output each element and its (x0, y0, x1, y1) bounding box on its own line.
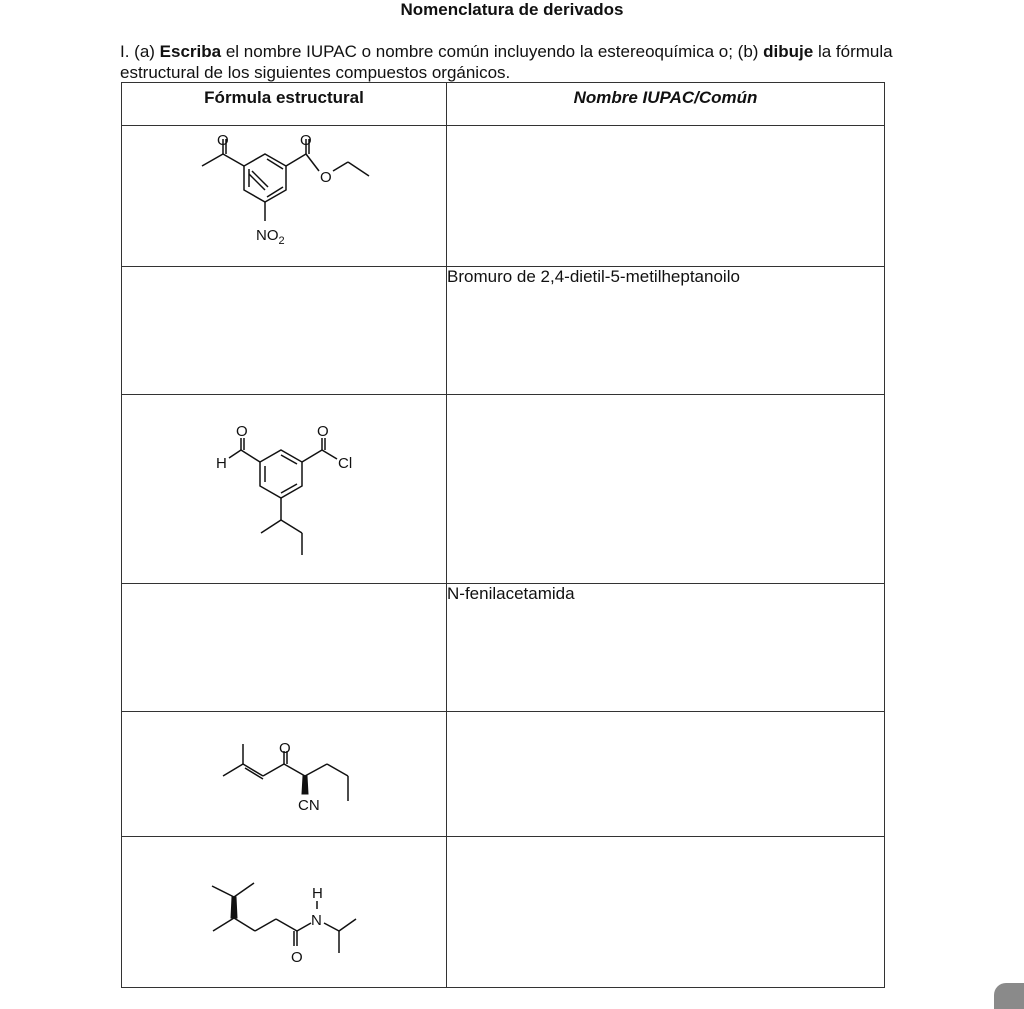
name-cell-2: Bromuro de 2,4-dietil-5-metilheptanoilo (447, 267, 885, 395)
hydrogen-label: H (216, 455, 227, 472)
table-row (122, 712, 885, 837)
name-cell-4: N-fenilacetamida (447, 584, 885, 712)
exercise-table (121, 82, 885, 988)
oxygen-label: O (317, 423, 329, 440)
oxygen-label: O (300, 132, 312, 149)
instruction-prefix: I. (a) (120, 42, 160, 61)
oxygen-label: O (320, 169, 332, 186)
page-title: Nomenclatura de derivados (400, 0, 624, 19)
instructions (120, 41, 920, 83)
nitrile-label: CN (298, 797, 320, 814)
instruction-bold-write: Escriba (159, 42, 222, 61)
oxygen-label: O (279, 740, 291, 757)
oxygen-label: O (217, 132, 229, 149)
oxygen-label: O (236, 423, 248, 440)
name-cell-6 (447, 837, 885, 988)
structure-cell-2 (122, 267, 447, 395)
table-row (122, 837, 885, 988)
table-row (122, 395, 885, 584)
name-cell-1 (447, 126, 885, 267)
structure-cell-3 (122, 395, 447, 584)
page-corner-tab[interactable] (994, 983, 1024, 1009)
structure-cell-6 (122, 837, 447, 988)
molecule-1-nitro-ester (122, 126, 447, 266)
instruction-suffix: la fórmula estructural de los siguientes compuestos orgánicos. (120, 42, 893, 82)
molecule-5-nitrile-enone (122, 712, 447, 836)
instruction-mid: el nombre IUPAC o nombre común incluyendo la estereoquímica o; (b) (221, 42, 764, 61)
nitro-label: $NO_2$ (256, 227, 285, 247)
instruction-bold-draw: dibuje (763, 42, 814, 61)
table-row (122, 126, 885, 267)
structure-cell-5 (122, 712, 447, 837)
molecule-6-amide (122, 837, 447, 987)
name-cell-3 (447, 395, 885, 584)
header-structure: Fórmula estructural (122, 83, 447, 126)
hydrogen-label: H (312, 885, 323, 902)
oxygen-label: O (291, 949, 303, 966)
name-cell-5 (447, 712, 885, 837)
molecule-3-acyl-chloride (122, 395, 447, 583)
chlorine-label: Cl (338, 455, 353, 472)
nitrogen-label: N (311, 912, 322, 929)
structure-cell-1 (122, 126, 447, 267)
table-row (122, 584, 885, 712)
header-name: Nombre IUPAC/Común (447, 83, 885, 126)
table-row (122, 267, 885, 395)
table-header-row (122, 83, 885, 126)
structure-cell-4 (122, 584, 447, 712)
